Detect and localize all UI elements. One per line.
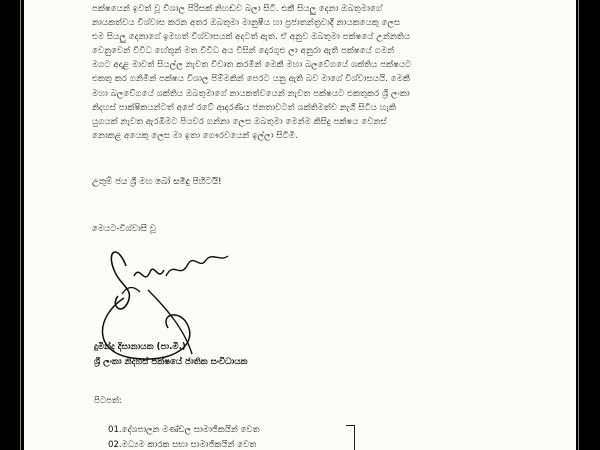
copy-recipient: 01.දේශපාලන මණ්ඩල සාමාජිකයින් වෙත xyxy=(108,425,260,435)
signatory-title: ශ්‍රී ලංකා නිදහස් පක්ෂයේ ජාතික සංවිධායක xyxy=(94,357,248,367)
body-line: නායකත්වය විශ්වාස කරන අතර ඔබතුමා මානුෂීය හා ප්‍රජාතන්ත්‍රවාදී නායකයෙකු ලෙස xyxy=(92,18,401,29)
blessing-line: උතුම් ජය ශ්‍රී මහ බෝ සමිදු පිහිටයි! xyxy=(92,177,222,187)
body-line: යුගයක් නැවත ඇරඹීමට පියවර ගන්නා ලෙස ඔබතුමා මෙන්ම කිසිදු පක්ෂය වෙනස් xyxy=(92,116,387,127)
body-line: එම සියලු දෙනාගේ ඉමහත් විශ්වාසයක් අදටත් ඇත. ඒ අනුව ඔබතුමා පක්ෂයේ උන්නතිය xyxy=(92,32,411,43)
closing-salutation: මෙයට-විශ්වාසී වූ xyxy=(92,224,156,234)
body-line: මගට අදාළ මාවත් සියල්ල නැවත විවෘත කරමින් මෙකී මහා බලවේගයේ ශක්තිය පක්ෂයට xyxy=(92,60,412,71)
signatory-name: දුමින්ද දිසානායක (පා.මි.) xyxy=(94,342,186,352)
copy-recipient: 02.මධ්‍යම කාරක සභා සාමාජිකයින් වෙත xyxy=(108,440,257,450)
copies-bracket xyxy=(346,425,355,450)
body-line: මහා බලවේගයේ ශක්තිය ඔබතුමාගේ නායකත්වයෙන් නැවත පක්ෂයට එකතුකර ශ්‍රී ලංකා xyxy=(92,88,410,99)
page-right-edge xyxy=(578,0,579,450)
letter-body xyxy=(92,2,492,143)
letter-page xyxy=(24,0,576,450)
body-line: නිදහස් පාක්ෂිකයන්ටත් අපේ රටේ ආදරණීය ජනතාවටත් ශක්තිමත්ව නැගී සිටිය හැකි xyxy=(92,102,397,113)
body-line: නොකළ අයෙකු ලෙස මා ඉතා ගෞරවයෙන් ඉල්ලා සිටිමි. xyxy=(92,130,298,141)
body-line: වෙනුවෙන් විවිධ හේතූන් මත විවිධ අය විසින් දොරගුළු ලා අනුරා ඇති පක්ෂයේ ගමන් xyxy=(92,46,395,57)
body-line: පක්ෂයෙන් ඉවත් වූ විශාල පිරිසක් නිහඬව බලා සිටී. එකී සියලු දෙනා ඔබතුමාගේ xyxy=(92,4,383,14)
copies-label: පිටපත්: xyxy=(94,396,122,406)
body-line: එකතු කර ගනිමින් පක්ෂය විශාල පිම්මකින් පෙරට යනු ඇති බව මාගේ විශ්වාසයයි. මෙකී xyxy=(92,74,410,85)
page-left-edge xyxy=(20,0,21,450)
